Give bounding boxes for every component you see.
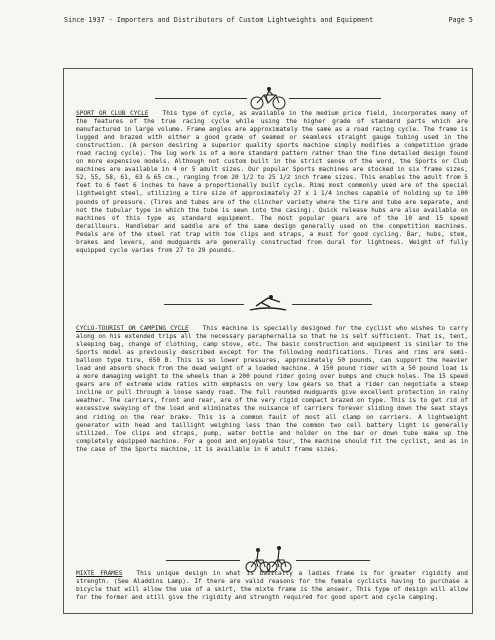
page-header (64, 16, 473, 24)
section-divider (166, 548, 370, 572)
section-title: SPORT OR CLUB CYCLE (76, 110, 149, 117)
page-number: Page 5 (448, 16, 473, 24)
section-divider (155, 86, 381, 110)
section-divider (164, 292, 372, 316)
section-body: This machine is specially designed for the cyclist who wishes to carry along on his extended trips all the necessary paraphernalia so that he is self sufficient. That is, tent, sleeping bag, change of clothing, camp stove, etc. The basic construction and equipment is similar to the Sports model as previously described except for the following modifications. Tires and rims are semi-balloon type tire, 650 B. This is so lower pressures, approximately 50 pounds, can support the heavier load and absorb shock from the dead weight of a loaded machine. A 150 pound rider with a 50 pound load is a more damaging weight to the wheels than a 200 pound rider going over bumps and chuck holes. The 15 speed gears are of extreme wide ratios with emphasis on very low gears so that a rider can negotiate a steep incline or pull through a loose sandy road. The full rounded mudguards give excellent protection in rainy weather. The carriers, front and rear, are of the very rigid compact brazed on type. This is to get rid of excessive swaying of the load and eliminates the nuisance of carriers forever sliding down the seat stays and riding on the rear brake. This is a common fault of most all clamp on carriers. A lightweight generator with head and taillight weighing less than the common two cell battery light is generally utilized. Toe clips and straps, pump, water bottle and holder on the bar or down tube make up the completely equipped machine. For a good and enjoyable tour, the machine should fit the cyclist, and as in the case of the Sports machine, it is available in 6 adult frame sizes. (76, 325, 468, 453)
section-mixte-frames (76, 570, 468, 602)
cyclist-icon (249, 86, 287, 110)
racing-cyclist-icon (246, 292, 290, 316)
section-sport-club-cycle (76, 110, 468, 255)
section-cyclo-tourist-cycle (76, 325, 468, 454)
header-tagline: Since 1937 - Importers and Distributors of Custom Lightweights and Equipment (64, 16, 374, 24)
section-body: This type of cycle, as available in the medium price field, incorporates many of the features of the true racing cycle while using the higher grade of standard parts which are manufactured in large volume. Frame angles are approximately the same as a road racing cycle. The frame is lugged and brazed with either a good grade of seamed or seamless straight gauge tubing used in the construction. (A person desiring a superior quality sports machine simply modifies a competition grade road racing cycle). The lug work is of a more standard pattern rather than the fine detailed design found on more expensive models. Although not custom built in the strict sense of the word, the Sports or Club machines are available in 4 or 5 adult sizes. Our popular Sports machines are stocked in six frame sizes, 52, 55, 58, 61, 63 & 65 cm., ranging from 20 1/2 to 25 1/2 inch frame sizes. This enables the adult from 5 feet to 6 feet 6 inches to have a proportionally built cycle. Rims most commonly used are of the special lightweight steel, utilizing a tire size of approximately 27 x 1 1/4 inches capable of holding up to 100 pounds of pressure. (Tires and tubes are of the clincher variety where the tire and tube are separate, and not the tubular type in which the tube is sewn into the casing). Quick release hubs are also available on machines of this type as standard equipment. The most popular gears are of the 10 and 15 speed derailleurs. Handlebar and saddle are of the same design generally used on the competition machines. Pedals are of the steel rat trap with toe clips and straps, a must for good cycling. Bar, hubs, stem, brakes and levers, and mudguards are generally constructed from dural for lightness. Weight of fully equipped cycle varies from 27 to 29 pounds. (76, 110, 468, 254)
section-title: CYCLO-TOURIST OR CAMPING CYCLE (76, 325, 189, 332)
section-title: MIXTE FRAMES (76, 570, 123, 577)
section-body: This unique design in what is basically a ladies frame is for greater rigidity and strength. (See Aladdins Lamp). If there are valid reasons for the female cyclists having to purchase a bicycle that will allow the use of a skirt, the mixte frame is the answer. This type of design will allow for the former and still give the rigidity and strength required for good sport and cycle camping. (76, 570, 468, 602)
